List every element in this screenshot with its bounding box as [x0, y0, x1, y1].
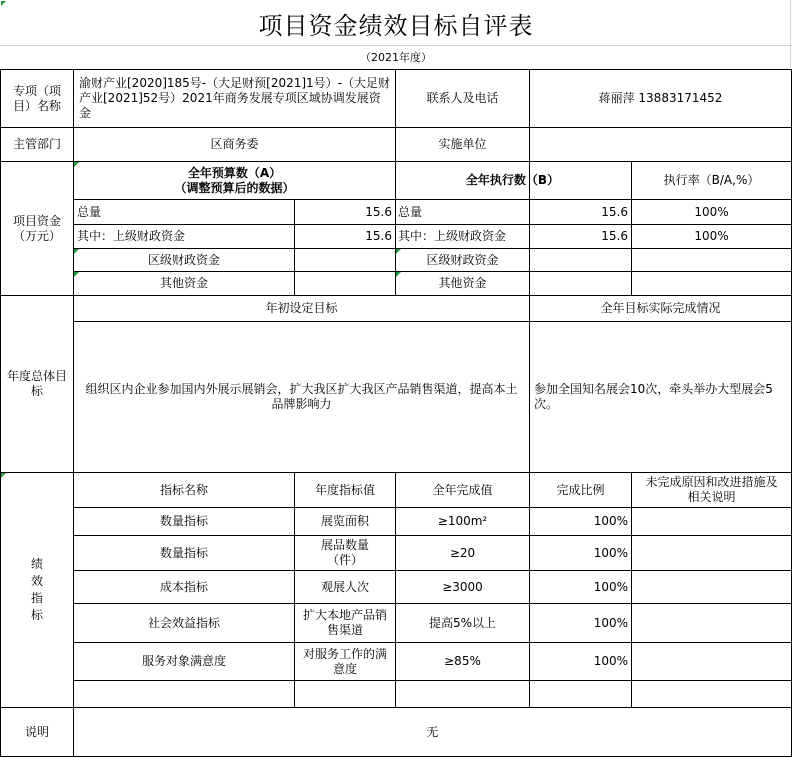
indicator-reason [632, 643, 791, 680]
funds-row-exec-label: 其中：上级财政资金 [398, 229, 507, 243]
contact-label: 联系人及电话 [426, 91, 499, 105]
implementing-unit-label: 实施单位 [438, 137, 487, 151]
indicator-name-header: 指标名称 [159, 482, 208, 497]
funds-row-label: 其中：上级财政资金 [77, 229, 186, 243]
funds-row-exec: 15.6 [601, 229, 628, 243]
indicator-reason [632, 508, 791, 535]
indicator-ratio: 100% [593, 654, 628, 668]
funds-row-budget [295, 272, 395, 295]
funds-row-rate: 100% [694, 229, 729, 243]
indicator-name: 服务对象满意度 [141, 654, 226, 668]
indicator-actual: ≥3000 [442, 579, 483, 594]
indicator-name: 数量指标 [159, 545, 208, 560]
note-label: 说明 [24, 724, 49, 739]
budget-header [74, 162, 395, 199]
funds-row-exec [530, 249, 631, 271]
funds-row-exec [530, 272, 631, 295]
indicator-actual: 提高5%以上 [428, 615, 497, 630]
indicator-ratio [530, 681, 631, 707]
indicator-ratio: 100% [593, 579, 628, 594]
indicator-reason [632, 571, 791, 603]
indicator-ratio: 100% [593, 615, 628, 630]
funds-row-exec-label: 总量 [398, 204, 423, 219]
execution-header: 全年执行数（B） [465, 173, 560, 187]
note-value: 无 [426, 724, 439, 739]
funds-row-rate: 100% [694, 204, 729, 219]
department-label: 主管部门 [12, 137, 61, 151]
indicator-ratio-header: 完成比例 [556, 482, 605, 497]
funds-row-label: 总量 [77, 204, 102, 219]
department-value: 区商务委 [210, 137, 259, 151]
indicator-ratio: 100% [593, 514, 628, 528]
indicator-actual: ≥100m² [437, 514, 488, 528]
budget-header-line1: 全年预算数（A） [187, 165, 282, 180]
funds-row-budget: 15.6 [365, 229, 392, 243]
indicator-reason-header: 未完成原因和改进措施及相关说明 [645, 475, 778, 504]
indicator-ratio: 100% [593, 545, 628, 560]
funds-row-exec: 15.6 [601, 204, 628, 219]
indicator-target: 扩大本地产品销售渠道 [302, 608, 387, 637]
funds-row-label: 其他资金 [159, 276, 208, 290]
indicator-target: 观展人次 [320, 579, 369, 594]
indicator-actual: ≥85% [444, 654, 481, 668]
annual-goals-label: 年度总体目标 [6, 369, 67, 398]
indicator-name [74, 681, 294, 707]
budget-header-line2: （调整预算后的数据） [174, 180, 295, 195]
indicators-label-text: 绩效指标 [30, 557, 43, 622]
indicator-reason [632, 681, 791, 707]
indicator-actual-header: 全年完成值 [432, 482, 493, 497]
indicator-actual [396, 681, 529, 707]
execution-rate-header: 执行率（B/A,%） [663, 173, 760, 187]
indicators-label [1, 473, 73, 707]
indicator-target: 对服务工作的满意度 [302, 646, 387, 676]
indicator-name: 成本指标 [159, 579, 208, 594]
indicator-target-header: 年度指标值 [314, 482, 375, 497]
actual-goals-text: 参加全国知名展会10次，牵头举办大型展会5次。 [534, 382, 773, 411]
indicator-target [295, 681, 395, 707]
implementing-unit-value [530, 128, 791, 161]
indicator-actual: ≥20 [449, 545, 476, 560]
funds-row-exec-label: 其他资金 [438, 276, 487, 290]
funds-row-exec-label: 区级财政资金 [426, 252, 499, 267]
funds-row-label: 区级财政资金 [147, 252, 220, 267]
contact-value: 蒋丽萍 13883171452 [598, 91, 723, 105]
funds-row-budget: 15.6 [365, 204, 392, 219]
funds-label: 项目资金（万元） [12, 213, 61, 243]
indicator-target: 展品数量（件） [320, 538, 369, 567]
indicator-target: 展览面积 [320, 514, 369, 528]
initial-goals-header: 年初设定目标 [265, 301, 338, 315]
project-name-value: 渝财产业[2020]185号-（大足财预[2021]1号）-（大足财产业[2021]52号）2021年商务发展专项区域协调发展资金 [79, 76, 391, 120]
year-label: （2021年度） [360, 51, 432, 64]
indicator-name: 数量指标 [159, 514, 208, 528]
indicator-reason [632, 604, 791, 642]
funds-row-rate [632, 249, 791, 271]
funds-row-rate [632, 272, 791, 295]
funds-row-budget [295, 249, 395, 271]
cell-marker-icon [1, 1, 6, 6]
project-name-label: 专项（项目）名称 [12, 83, 61, 113]
indicator-name: 社会效益指标 [147, 615, 220, 630]
page-title: 项目资金绩效目标自评表 [258, 11, 534, 40]
initial-goals-text: 组织区内企业参加国内外展示展销会，扩大我区扩大我区产品销售渠道，提高本土品牌影响力 [85, 382, 518, 411]
indicator-reason [632, 536, 791, 570]
actual-goals-header: 全年目标实际完成情况 [600, 301, 721, 315]
